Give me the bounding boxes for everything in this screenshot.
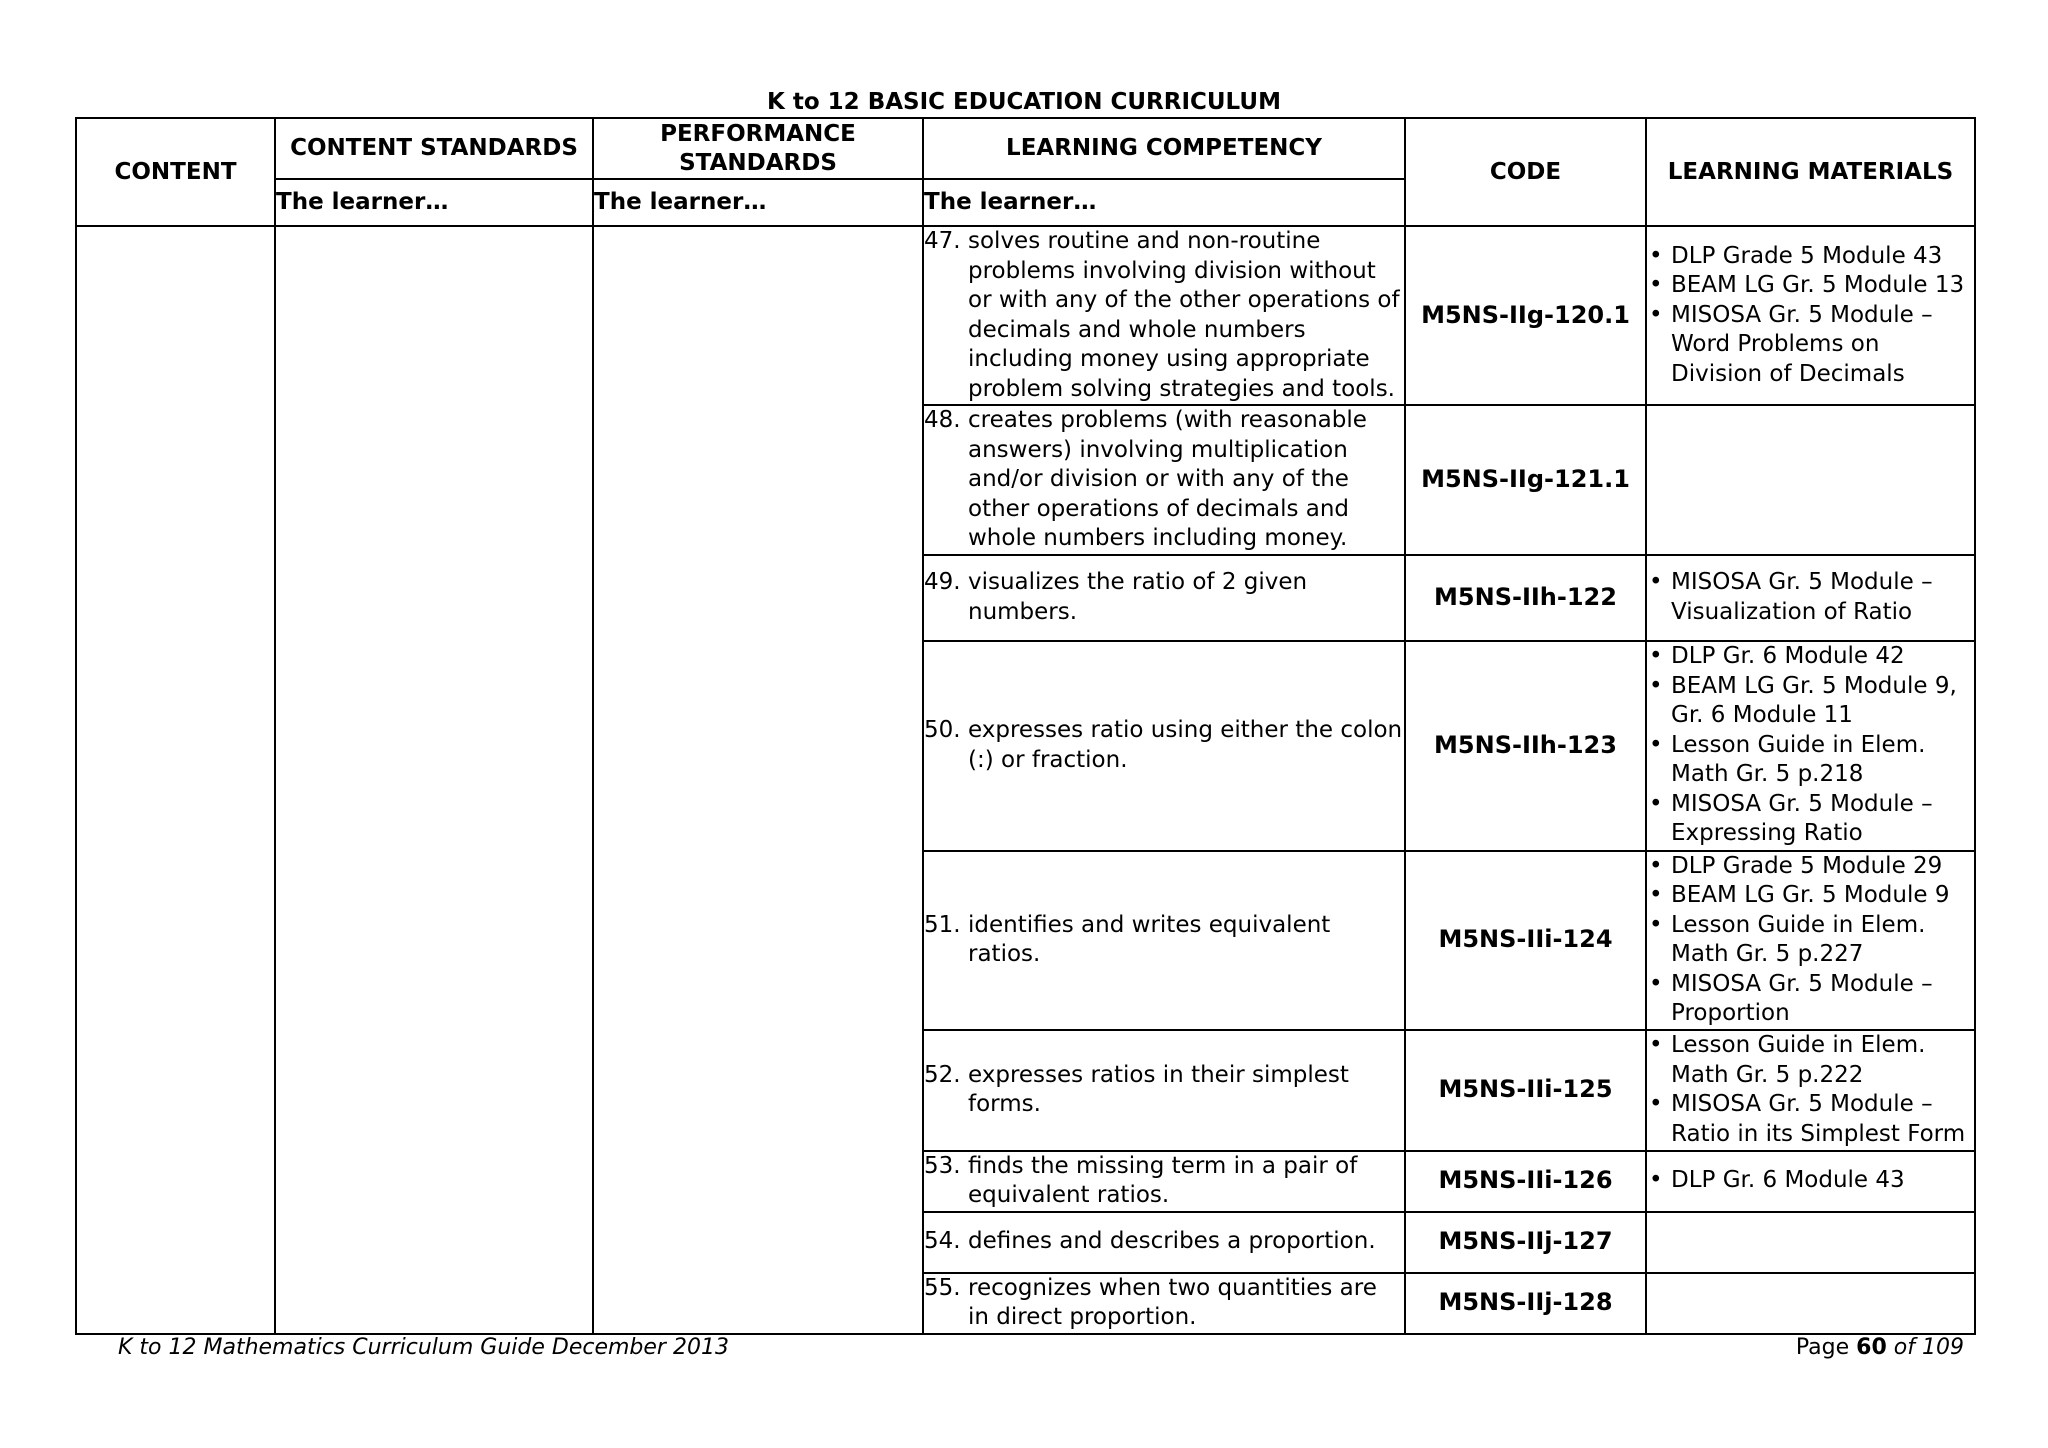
competency-number: 54. — [924, 1228, 961, 1255]
code-cell: M5NS-IIi-125 — [1405, 1030, 1646, 1151]
materials-cell — [1646, 555, 1975, 641]
material-text: MISOSA Gr. 5 Module – Visualization of Ratio — [1671, 569, 1933, 625]
materials-cell — [1646, 1030, 1975, 1151]
competency-text: recognizes when two quantities are in direct proportion. — [968, 1274, 1377, 1330]
competency-cell — [923, 1030, 1405, 1151]
competency-cell — [923, 405, 1405, 555]
competency-number: 55. — [924, 1274, 961, 1301]
material-text: MISOSA Gr. 5 Module – Expressing Ratio — [1671, 790, 1933, 847]
materials-cell — [1646, 405, 1975, 555]
materials-cell — [1646, 641, 1975, 851]
material-text: DLP Gr. 6 Module 43 — [1671, 1167, 1905, 1194]
competency-text: expresses ratios in their simplest forms. — [968, 1061, 1349, 1117]
competency-number: 47. — [924, 228, 961, 254]
header-content: CONTENT — [76, 118, 275, 226]
competency-text: creates problems (with reasonable answers) involving multiplication and/or division or with any of the other operations of decimals and whole numbers including money. — [968, 407, 1367, 551]
footer-guide-title: K to 12 Mathematics Curriculum Guide December 2013 — [118, 1335, 729, 1360]
code-cell: M5NS-IIh-123 — [1405, 641, 1646, 851]
bullet-icon: • — [1649, 242, 1663, 269]
document-title: K to 12 BASIC EDUCATION CURRICULUM — [767, 89, 1281, 115]
code-cell: M5NS-IIj-127 — [1405, 1212, 1646, 1273]
list-item — [1647, 301, 1974, 390]
materials-list — [1647, 568, 1974, 627]
materials-cell — [1646, 851, 1975, 1030]
list-item — [1647, 242, 1974, 272]
bullet-icon: • — [1649, 1091, 1663, 1117]
header-performance-standards: PERFORMANCE STANDARDS — [593, 118, 923, 179]
list-item — [1647, 911, 1974, 970]
competency-text: visualizes the ratio of 2 given numbers. — [968, 569, 1308, 625]
code-cell: M5NS-IIh-122 — [1405, 555, 1646, 641]
header-learning-competency: LEARNING COMPETENCY — [923, 118, 1405, 179]
materials-cell — [1646, 1273, 1975, 1334]
material-text: BEAM LG Gr. 5 Module 9 — [1671, 882, 1950, 908]
list-item — [1647, 568, 1974, 627]
competency-text: finds the missing term in a pair of equivalent ratios. — [968, 1152, 1358, 1208]
material-text: Lesson Guide in Elem. Math Gr. 5 p.222 — [1671, 1032, 1926, 1088]
material-text: DLP Grade 5 Module 29 — [1671, 852, 1943, 879]
competency-text: solves routine and non-routine problems involving division without or with any of the other operations of decimals and whole numbers including money using appropriate problem solving strategies and tools. — [968, 228, 1400, 402]
bullet-icon: • — [1649, 1167, 1663, 1194]
list-item — [1647, 852, 1974, 882]
materials-list — [1647, 1166, 1974, 1196]
list-item — [1647, 881, 1974, 911]
competency-cell — [923, 555, 1405, 641]
bullet-icon: • — [1649, 790, 1663, 817]
content-standards-cell — [275, 226, 593, 1334]
bullet-icon: • — [1649, 569, 1663, 595]
material-text: BEAM LG Gr. 5 Module 9, Gr. 6 Module 11 — [1671, 672, 1957, 729]
list-item — [1647, 731, 1974, 790]
competency-number: 48. — [924, 407, 961, 433]
code-cell: M5NS-IIi-124 — [1405, 851, 1646, 1030]
materials-cell — [1646, 1151, 1975, 1212]
material-text: MISOSA Gr. 5 Module – Ratio in its Simplest Form — [1671, 1091, 1966, 1147]
material-text: DLP Gr. 6 Module 42 — [1671, 643, 1905, 670]
footer-page-total: of 109 — [1893, 1335, 1964, 1360]
table-body — [76, 226, 1975, 1334]
bullet-icon: • — [1649, 731, 1663, 758]
materials-cell — [1646, 226, 1975, 405]
material-text: BEAM LG Gr. 5 Module 13 — [1671, 272, 1965, 299]
code-cell: M5NS-IIg-120.1 — [1405, 226, 1646, 405]
table-row — [76, 226, 1975, 405]
competency-cell — [923, 226, 1405, 405]
competency-cell — [923, 1273, 1405, 1334]
curriculum-table — [75, 117, 1976, 1335]
list-item — [1647, 672, 1974, 731]
footer-page-info — [1796, 1335, 1964, 1360]
header-learner-content-standards: The learner… — [275, 179, 593, 226]
competency-number: 52. — [924, 1061, 961, 1088]
header-learning-materials: LEARNING MATERIALS — [1646, 118, 1975, 226]
bullet-icon: • — [1649, 1032, 1663, 1058]
header-learner-learning-competency: The learner… — [923, 179, 1405, 226]
competency-cell — [923, 641, 1405, 851]
bullet-icon: • — [1649, 643, 1663, 670]
competency-cell — [923, 1212, 1405, 1273]
bullet-icon: • — [1649, 911, 1663, 938]
bullet-icon: • — [1649, 882, 1663, 908]
list-item — [1647, 1166, 1974, 1196]
content-cell — [76, 226, 275, 1334]
header-code: CODE — [1405, 118, 1646, 226]
material-text: MISOSA Gr. 5 Module – Word Problems on Division of Decimals — [1671, 301, 1933, 387]
header-learner-performance-standards: The learner… — [593, 179, 923, 226]
material-text: Lesson Guide in Elem. Math Gr. 5 p.218 — [1671, 731, 1926, 788]
material-text: MISOSA Gr. 5 Module – Proportion — [1671, 970, 1933, 1026]
materials-list — [1647, 852, 1974, 1029]
list-item — [1647, 1090, 1974, 1149]
competency-number: 53. — [924, 1152, 961, 1179]
competency-number: 50. — [924, 717, 961, 743]
bullet-icon: • — [1649, 672, 1663, 699]
competency-text: expresses ratio using either the colon (:) or fraction. — [968, 717, 1403, 773]
competency-number: 51. — [924, 911, 961, 938]
list-item — [1647, 790, 1974, 849]
competency-number: 49. — [924, 569, 961, 595]
competency-text: identifies and writes equivalent ratios. — [968, 911, 1331, 967]
bullet-icon: • — [1649, 272, 1663, 299]
competency-cell — [923, 851, 1405, 1030]
list-item — [1647, 970, 1974, 1029]
header-content-standards: CONTENT STANDARDS — [275, 118, 593, 179]
code-cell: M5NS-IIi-126 — [1405, 1151, 1646, 1212]
code-cell: M5NS-IIg-121.1 — [1405, 405, 1646, 555]
competency-text: defines and describes a proportion. — [968, 1228, 1376, 1255]
bullet-icon: • — [1649, 970, 1663, 997]
list-item — [1647, 271, 1974, 301]
list-item — [1647, 642, 1974, 672]
materials-cell — [1646, 1212, 1975, 1273]
performance-standards-cell — [593, 226, 923, 1334]
bullet-icon: • — [1649, 852, 1663, 879]
footer-page-label: Page — [1795, 1335, 1850, 1360]
material-text: DLP Grade 5 Module 43 — [1671, 242, 1943, 269]
material-text: Lesson Guide in Elem. Math Gr. 5 p.227 — [1671, 911, 1926, 967]
materials-list — [1647, 1031, 1974, 1149]
materials-list — [1647, 242, 1974, 390]
list-item — [1647, 1031, 1974, 1090]
competency-cell — [923, 1151, 1405, 1212]
materials-list — [1647, 642, 1974, 849]
footer-page-number: 60 — [1856, 1335, 1887, 1360]
bullet-icon: • — [1649, 301, 1663, 328]
code-cell: M5NS-IIj-128 — [1405, 1273, 1646, 1334]
